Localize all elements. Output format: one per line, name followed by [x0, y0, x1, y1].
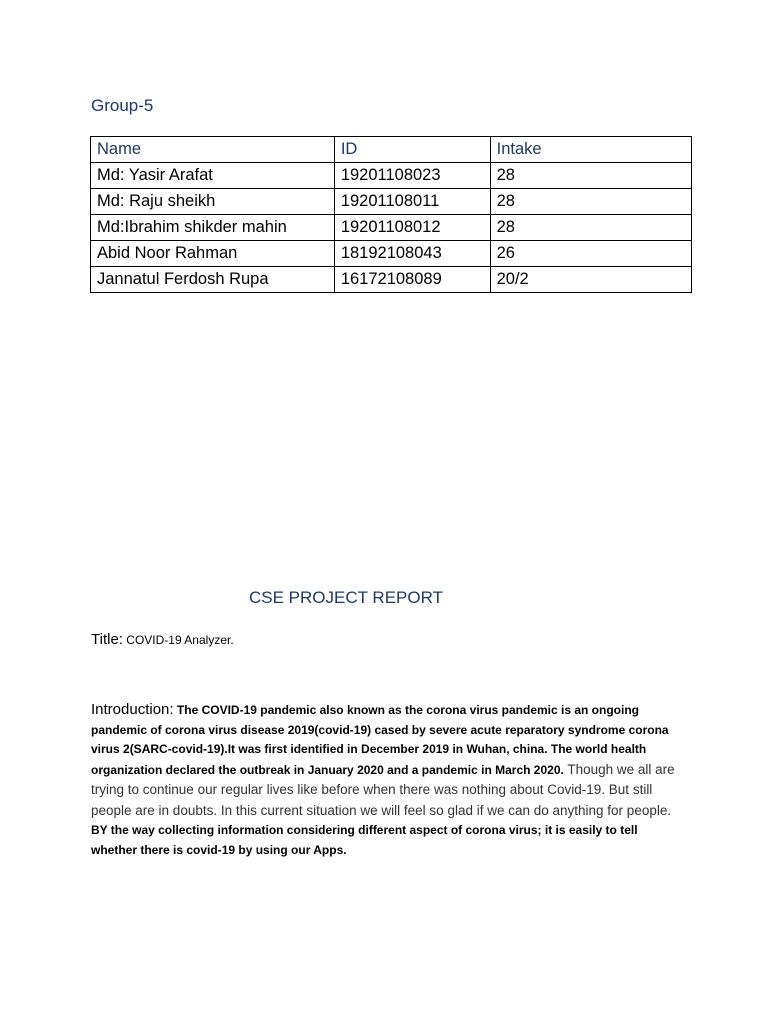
- header-intake: Intake: [490, 137, 691, 163]
- header-id: ID: [334, 137, 490, 163]
- members-table: [90, 136, 692, 293]
- cell-name: Md:Ibrahim shikder mahin: [91, 215, 335, 241]
- group-title: Group-5: [91, 96, 154, 115]
- table-header-row: [91, 137, 692, 163]
- introduction-part1: The COVID-19 pandemic also known as the corona virus pandemic is an ongoing pandemic of corona virus disease 2019(covid-19) cased by severe acute reparatory syndrome corona virus 2(SARC-covid-19).It was first identified in December 2019 in Wuhan, china. The world health organization declared the outbreak in January 2020 and a pandemic in March 2020.: [91, 703, 669, 777]
- introduction-part3: BY the way collecting information considering different aspect of corona virus; it is easily to tell whether there is covid-19 by using our Apps.: [91, 823, 638, 857]
- title-value: COVID-19 Analyzer.: [122, 633, 234, 647]
- report-heading: CSE PROJECT REPORT: [249, 588, 443, 607]
- table-row: [91, 163, 692, 189]
- cell-intake: 26: [490, 241, 691, 267]
- cell-name: Jannatul Ferdosh Rupa: [91, 267, 335, 293]
- cell-id: 16172108089: [334, 267, 490, 293]
- title-line: [91, 631, 234, 648]
- cell-id: 19201108011: [334, 189, 490, 215]
- cell-intake: 28: [490, 215, 691, 241]
- table-row: [91, 215, 692, 241]
- header-name: Name: [91, 137, 335, 163]
- introduction-label: Introduction:: [91, 701, 174, 718]
- cell-id: 18192108043: [334, 241, 490, 267]
- table-row: [91, 189, 692, 215]
- cell-intake: 20/2: [490, 267, 691, 293]
- cell-name: Md: Yasir Arafat: [91, 163, 335, 189]
- cell-intake: 28: [490, 189, 691, 215]
- cell-name: Abid Noor Rahman: [91, 241, 335, 267]
- introduction-paragraph: [91, 700, 681, 860]
- cell-intake: 28: [490, 163, 691, 189]
- table-row: [91, 267, 692, 293]
- cell-name: Md: Raju sheikh: [91, 189, 335, 215]
- cell-id: 19201108012: [334, 215, 490, 241]
- table-row: [91, 241, 692, 267]
- cell-id: 19201108023: [334, 163, 490, 189]
- introduction-part2: Though we all are trying to continue our regular lives like before when there was nothing about Covid-19. But still people are in doubts. In this current situation we will feel so glad if we can do anything for people.: [91, 761, 675, 818]
- title-label: Title:: [91, 631, 123, 648]
